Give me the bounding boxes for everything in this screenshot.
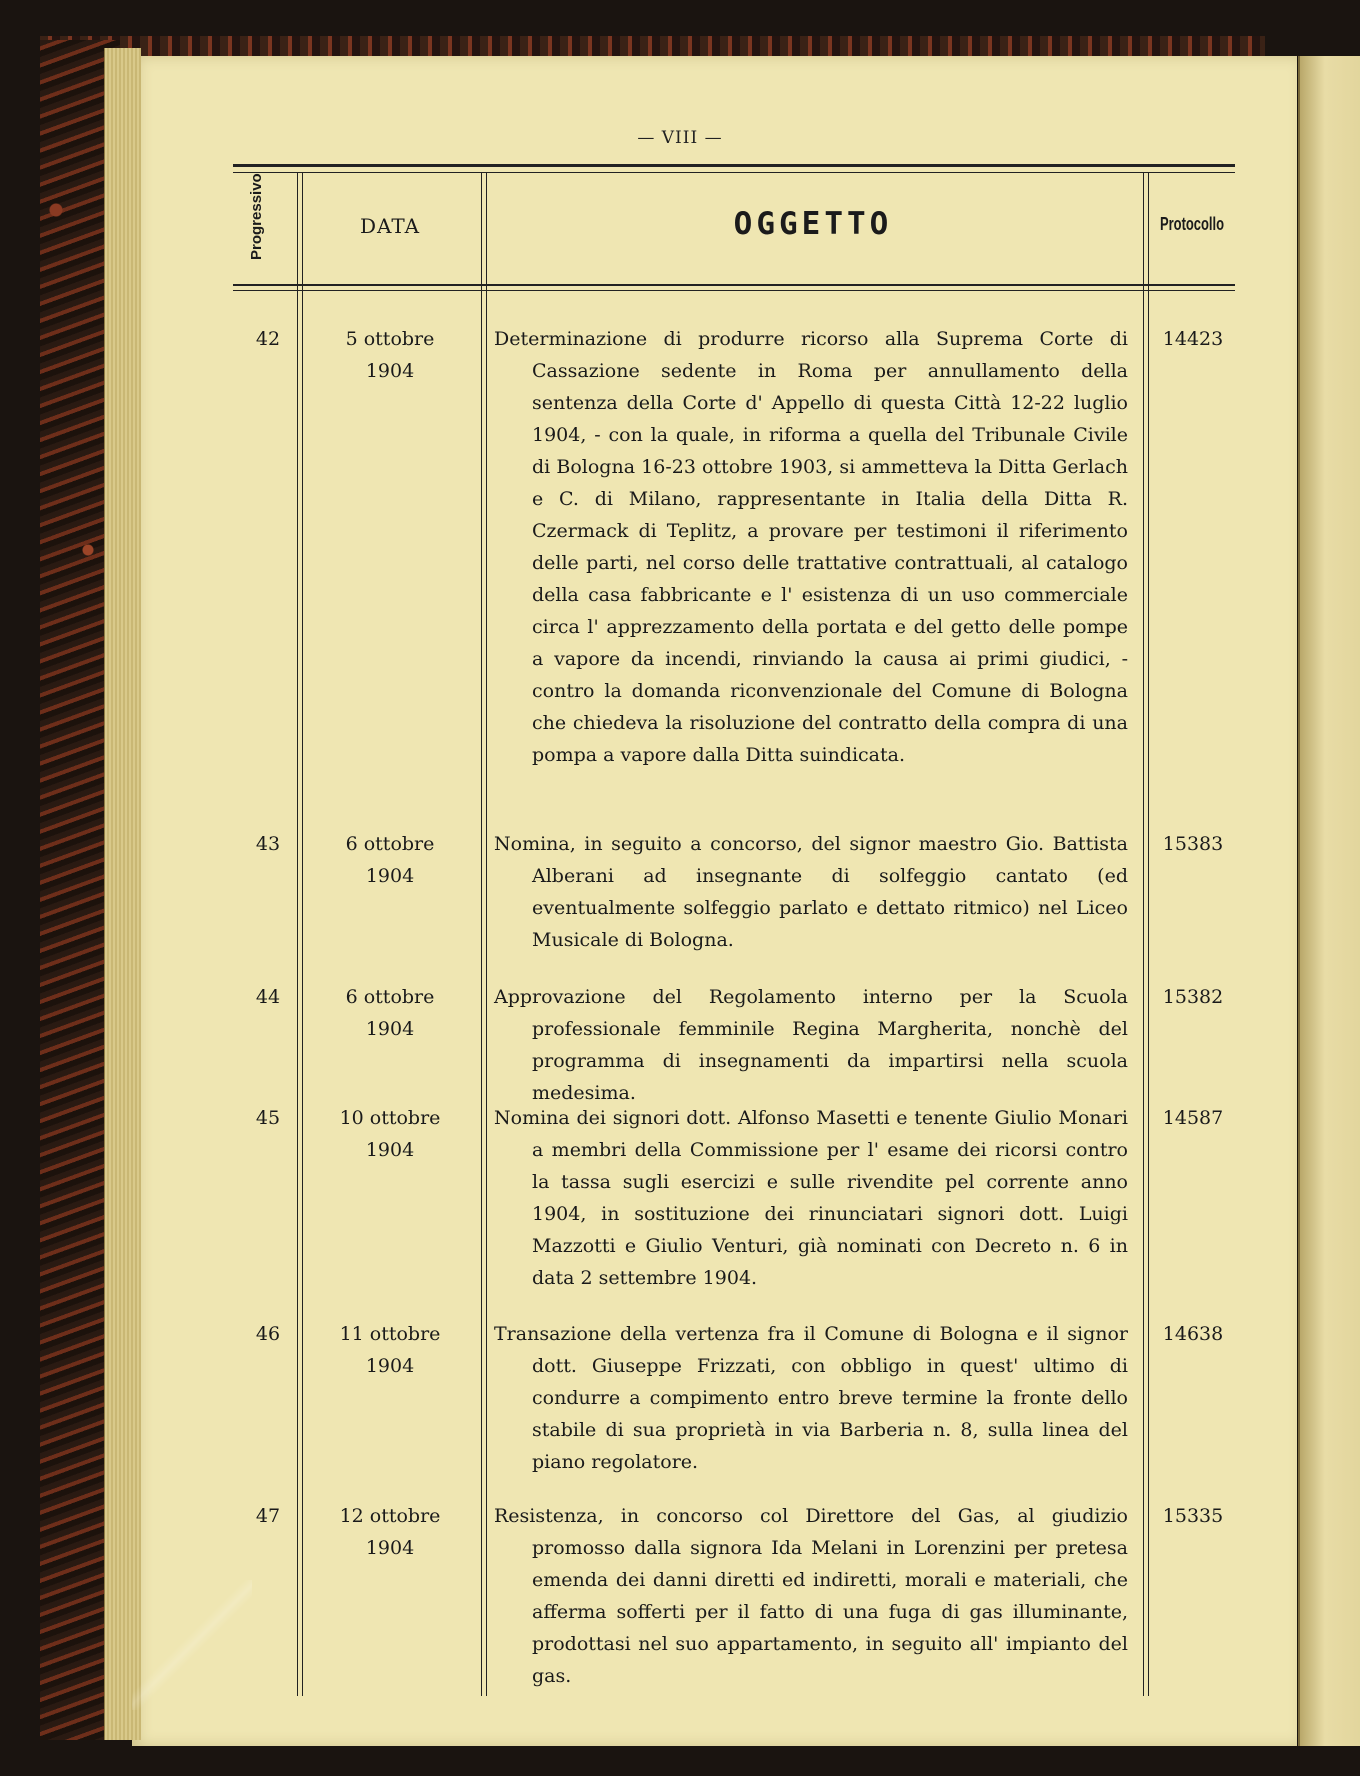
facing-page-edge — [1298, 56, 1360, 1746]
row-date-day: 12 ottobre — [339, 1505, 441, 1527]
row-date-day: 6 ottobre — [345, 833, 435, 855]
column-divider — [481, 172, 487, 1696]
row-date-day: 10 ottobre — [339, 1107, 441, 1129]
header-progressivo: Progressivo — [248, 173, 265, 260]
row-protocol: 14423 — [1162, 328, 1224, 350]
row-date — [305, 981, 475, 1045]
row-number: 42 — [255, 328, 281, 350]
page-corner-fold — [132, 1580, 252, 1710]
row-protocol: 14638 — [1162, 1323, 1224, 1345]
row-date-day: 5 ottobre — [345, 328, 435, 350]
row-date — [305, 1318, 475, 1382]
row-protocol: 15383 — [1162, 833, 1224, 855]
row-number: 44 — [255, 986, 281, 1008]
header-protocollo: Protocollo — [1159, 214, 1225, 234]
row-date-day: 6 ottobre — [345, 986, 435, 1008]
row-subject — [494, 323, 1128, 771]
row-subject-text: Approvazione del Regolamento interno per la Scuola professionale femminile Regina Margherita, nonchè del programma di insegnamenti da impartirsi nella scuola medesima. — [494, 986, 1128, 1104]
row-subject-text: Transazione della vertenza fra il Comune di Bologna e il signor dott. Giuseppe Frizzati, con obbligo in quest' ultimo di condurre a compimento entro breve termine la fronte dello stabile di sua proprietà in via Barberia n. 8, sulla linea del piano regolatore. — [494, 1323, 1128, 1473]
column-divider — [297, 172, 303, 1696]
row-subject — [494, 828, 1128, 956]
header-oggetto: OGGETTO — [733, 206, 893, 242]
row-number: 47 — [255, 1505, 281, 1527]
row-date-year: 1904 — [365, 1018, 415, 1040]
column-divider — [1143, 172, 1149, 1696]
row-number: 46 — [255, 1323, 281, 1345]
row-protocol: 15382 — [1162, 986, 1224, 1008]
row-subject-text: Nomina dei signori dott. Alfonso Masetti e tenente Giulio Monari a membri della Commissione per l' esame dei ricorsi contro la tassa sugli esercizi e sulle rivendite pel corrente anno 1904, in sostituzione dei rinunciatari signori dott. Luigi Mazzotti e Giulio Venturi, già nominati con Decreto n. 6 in data 2 settembre 1904. — [494, 1107, 1128, 1289]
page-number: — VIII — — [637, 128, 723, 148]
row-date-year: 1904 — [365, 1139, 415, 1161]
row-subject-text: Resistenza, in concorso col Direttore del Gas, al giudizio promosso dalla signora Ida Melani in Lorenzini per pretesa emenda dei danni diretti ed indiretti, morali e materiali, che afferma sofferti per il fatto di una fuga di gas illuminante, prodottasi nel suo appartamento, in seguito all' impianto del gas. — [494, 1505, 1128, 1687]
row-number: 43 — [255, 833, 281, 855]
row-subject-text: Nomina, in seguito a concorso, del signor maestro Gio. Battista Alberani ad insegnante di solfeggio cantato (ed eventualmente solfeggio parlato e dettato ritmico) nel Liceo Musicale di Bologna. — [494, 833, 1128, 951]
page-stack-edge — [104, 48, 141, 1740]
row-date — [305, 828, 475, 892]
row-subject — [494, 1500, 1128, 1692]
header-data: DATA — [359, 214, 421, 238]
row-date-year: 1904 — [365, 360, 415, 382]
row-subject — [494, 1102, 1128, 1294]
row-subject — [494, 1318, 1128, 1478]
row-number: 45 — [255, 1107, 281, 1129]
row-protocol: 15335 — [1162, 1505, 1224, 1527]
row-date-year: 1904 — [365, 865, 415, 887]
table-top-rule — [233, 164, 1235, 173]
row-subject — [494, 981, 1128, 1109]
table-header-rule — [233, 284, 1235, 291]
row-date-year: 1904 — [365, 1355, 415, 1377]
row-date-day: 11 ottobre — [339, 1323, 441, 1345]
row-date — [305, 323, 475, 387]
row-date-year: 1904 — [365, 1537, 415, 1559]
row-date — [305, 1500, 475, 1564]
row-date — [305, 1102, 475, 1166]
row-protocol: 14587 — [1162, 1107, 1224, 1129]
book-binding-top — [40, 36, 1265, 58]
row-subject-text: Determinazione di produrre ricorso alla Suprema Corte di Cassazione sedente in Roma per annullamento della sentenza della Corte d' Appello di questa Città 12-22 luglio 1904, - con la quale, in riforma a quella del Tribunale Civile di Bologna 16-23 ottobre 1903, si ammetteva la Ditta Gerlach e C. di Milano, rappresentante in Italia della Ditta R. Czermack di Teplitz, a provare per testimoni il riferimento delle parti, nel corso delle trattative contrattuali, al catalogo della casa fabbricante e l' esistenza di un uso commerciale circa l' apprezzamento della portata e del getto delle pompe a vapore da incendi, rinviando la causa ai primi giudici, - contro la domanda riconvenzionale del Comune di Bologna che chiedeva la risoluzione del contratto della compra di una pompa a vapore dalla Ditta suindicata. — [494, 328, 1128, 766]
